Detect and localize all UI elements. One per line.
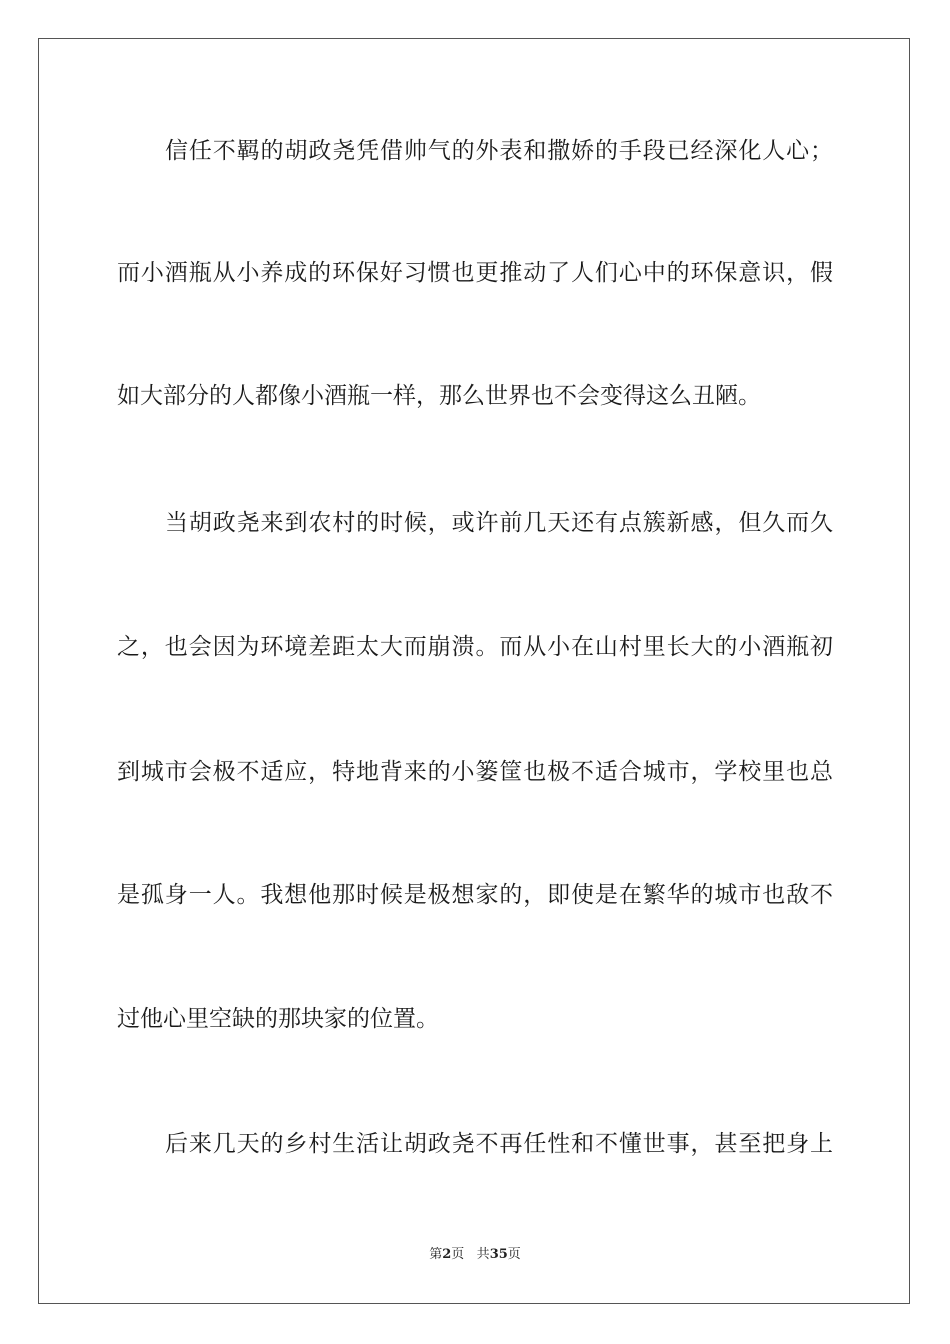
- paragraph-line-4: 当胡政尧来到农村的时候，或许前几天还有点簇新感，但久而久: [165, 510, 833, 536]
- page-number: 2: [442, 1247, 452, 1262]
- page-border: [38, 38, 910, 1304]
- page-suffix: 页: [451, 1247, 465, 1262]
- total-pages: 35: [489, 1247, 508, 1262]
- paragraph-line-5: 之，也会因为环境差距太大而崩溃。而从小在山村里长大的小酒瓶初: [117, 634, 833, 660]
- paragraph-line-6: 到城市会极不适应，特地背来的小篓筐也极不适合城市，学校里也总: [117, 759, 833, 785]
- page-footer: [0, 1246, 950, 1264]
- total-prefix: 共: [476, 1247, 490, 1262]
- total-suffix: 页: [507, 1247, 521, 1262]
- paragraph-line-7: 是孤身一人。我想他那时候是极想家的，即使是在繁华的城市也敌不: [117, 882, 833, 908]
- paragraph-line-3: 如大部分的人都像小酒瓶一样，那么世界也不会变得这么丑陋。: [117, 383, 761, 409]
- page-prefix: 第: [429, 1247, 443, 1262]
- paragraph-line-9: 后来几天的乡村生活让胡政尧不再任性和不懂世事，甚至把身上: [165, 1131, 833, 1157]
- paragraph-line-1: 信任不羁的胡政尧凭借帅气的外表和撒娇的手段已经深化人心；: [165, 138, 833, 164]
- paragraph-line-2: 而小酒瓶从小养成的环保好习惯也更推动了人们心中的环保意识，假: [117, 260, 833, 286]
- paragraph-line-8: 过他心里空缺的那块家的位置。: [117, 1006, 439, 1032]
